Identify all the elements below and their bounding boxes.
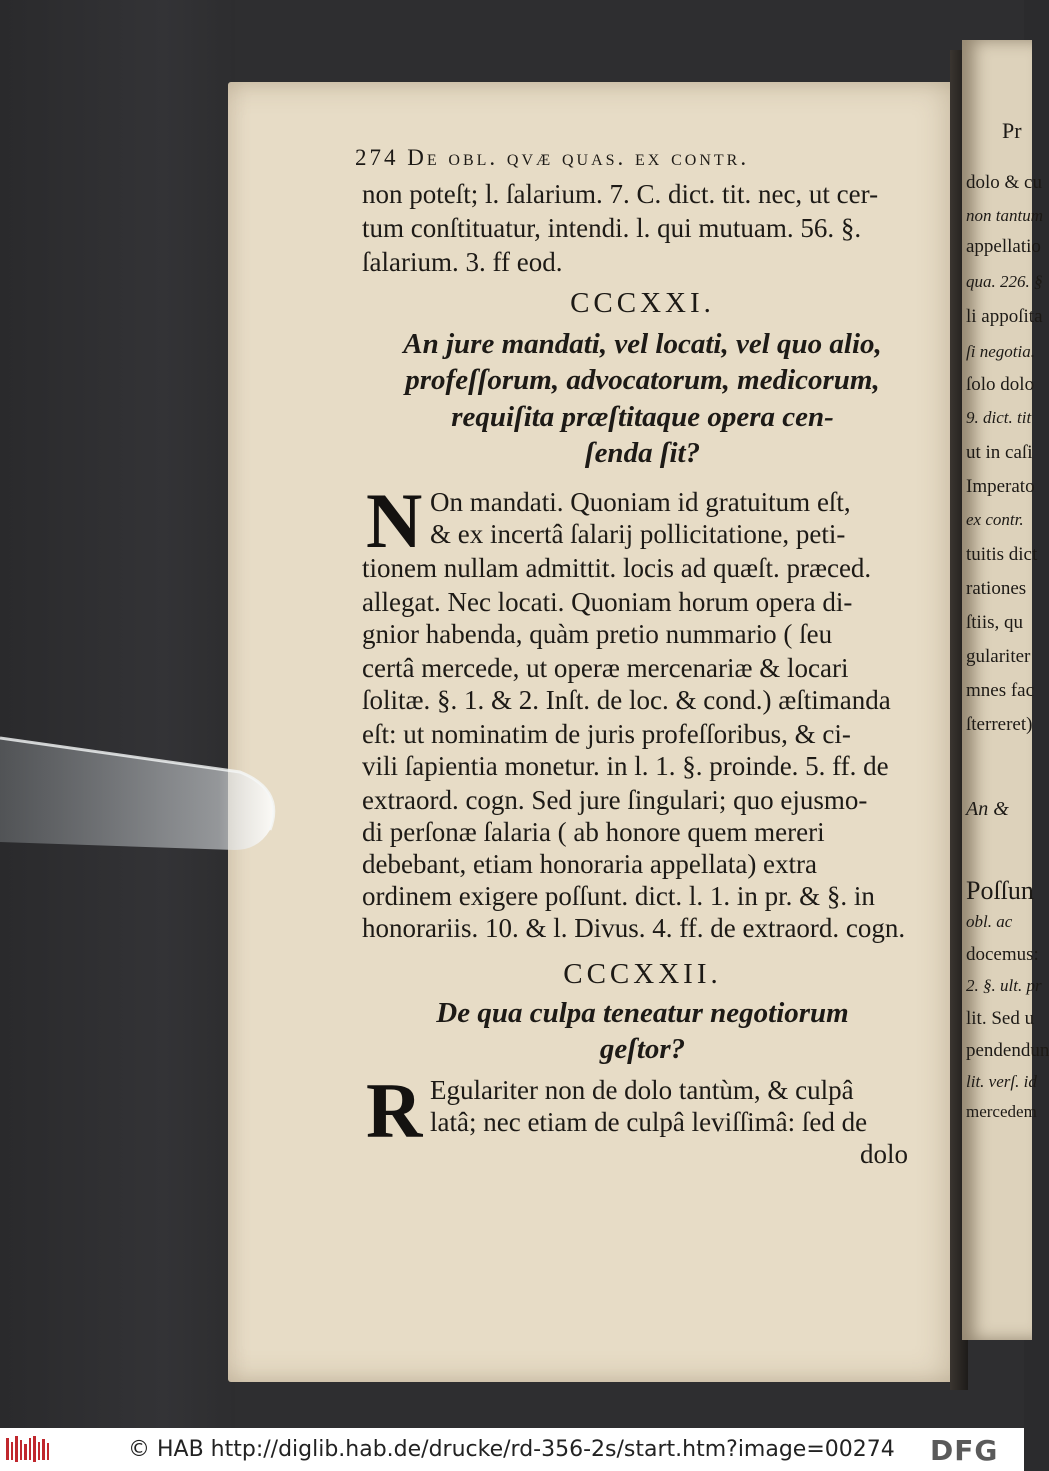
question-line: De qua culpa teneatur negotiorum bbox=[436, 997, 849, 1029]
text-line: ordinem exigere poſſunt. dict. l. 1. in pr. & §. in bbox=[362, 881, 875, 911]
text-line: gnior habenda, quàm pretio nummario ( ſeu bbox=[362, 619, 833, 649]
fragment-line: pendendun bbox=[966, 1040, 1049, 1061]
fragment-line: li appoſita bbox=[966, 306, 1043, 327]
drop-cap: R bbox=[366, 1067, 423, 1154]
fragment-line: ex contr. bbox=[966, 510, 1024, 529]
fragment-line: qua. 226. § bbox=[966, 272, 1043, 291]
text-line: tionem nullam admittit. locis ad quæſt. præced. bbox=[362, 553, 872, 583]
fragment-line: non tantum bbox=[966, 206, 1043, 225]
fragment-line: rationes bbox=[966, 578, 1027, 599]
fragment-line: ſtiis, qu bbox=[966, 612, 1024, 633]
fragment-line: 9. dict. tit bbox=[966, 408, 1032, 427]
fragment-line: lit. Sed u bbox=[966, 1008, 1035, 1029]
fragment-line: dolo & cu bbox=[966, 172, 1042, 193]
text-line: eſt: ut nominatim de juris profeſſoribus, & ci- bbox=[362, 719, 851, 749]
text-line: ſalarium. 3. ff eod. bbox=[362, 247, 563, 277]
text-line: di perſonæ ſalaria ( ab honore quem mereri bbox=[362, 817, 825, 847]
fragment-line: appellatio bbox=[966, 236, 1041, 257]
text-line: Egulariter non de dolo tantùm, & culpâ bbox=[430, 1075, 854, 1105]
fragment-line: ſi negotia. bbox=[966, 342, 1035, 361]
fragment-line: obl. ac bbox=[966, 912, 1013, 931]
fragment-line: ut in caſi bbox=[966, 442, 1033, 463]
question-line: requiſita præſtitaque opera cen- bbox=[451, 401, 834, 433]
text-line: extraord. cogn. Sed jure ſingulari; quo ejusmo- bbox=[362, 785, 868, 815]
footer-bar bbox=[0, 1428, 1024, 1471]
fragment-line: An & bbox=[966, 798, 1009, 820]
question-line: geſtor? bbox=[599, 1033, 686, 1065]
text-line: allegat. Nec locati. Quoniam horum opera di- bbox=[362, 587, 853, 617]
dark-backdrop bbox=[0, 0, 235, 1428]
fragment-line: Pr bbox=[1002, 118, 1022, 143]
section-numeral: CCCXXI. bbox=[570, 287, 715, 319]
right-page-fragment bbox=[962, 40, 1049, 1340]
fragment-line: Poſſun bbox=[966, 876, 1034, 905]
dfg-logo: DFG bbox=[930, 1434, 999, 1467]
text-line: tum conſtituatur, intendi. l. qui mutuam. 56. §. bbox=[362, 213, 862, 243]
fragment-line: gulariter bbox=[966, 646, 1031, 667]
text-line: latâ; nec etiam de culpâ leviſſimâ: ſed de bbox=[430, 1107, 868, 1137]
drop-cap: N bbox=[366, 477, 423, 564]
fragment-line: lit. verſ. id bbox=[966, 1072, 1037, 1091]
fragment-line: Imperato bbox=[966, 476, 1035, 497]
fragment-line: tuitis dict bbox=[966, 544, 1038, 565]
question-line: profeſſorum, advocatorum, medicorum, bbox=[405, 364, 880, 396]
fragment-line: mnes fac bbox=[966, 680, 1035, 701]
section-numeral: CCCXXII. bbox=[563, 958, 722, 990]
fragment-line: ſterreret) bbox=[966, 714, 1033, 735]
glass-clip-shape bbox=[0, 730, 290, 880]
fragment-line: mercedem bbox=[966, 1102, 1037, 1121]
question-line: ſenda ſit? bbox=[584, 437, 701, 469]
text-line: non poteſt; l. ſalarium. 7. C. dict. tit. nec, ut cer- bbox=[362, 179, 879, 209]
text-line: & ex incertâ ſalarij pollicitatione, peti- bbox=[430, 519, 846, 549]
text-line: debebant, etiam honoraria appellata) extra bbox=[362, 849, 818, 879]
text-line: certâ mercede, ut operæ mercenariæ & locari bbox=[362, 653, 849, 683]
barcode-logo-icon bbox=[6, 1436, 50, 1462]
text-line: honorariis. 10. & l. Divus. 4. ff. de extraord. cogn. bbox=[362, 913, 906, 943]
fragment-line: 2. §. ult. pr bbox=[966, 976, 1042, 995]
text-line: On mandati. Quoniam id gratuitum eſt, bbox=[430, 487, 851, 517]
question-line: An jure mandati, vel locati, vel quo alio, bbox=[403, 328, 882, 360]
text-line: vili ſapientia monetur. in l. 1. §. proinde. 5. ff. de bbox=[362, 751, 889, 781]
fragment-line: ſolo dolo bbox=[966, 374, 1035, 395]
text-line: ſolitæ. §. 1. & 2. Inſt. de loc. & cond.) æſtimanda bbox=[362, 685, 891, 715]
running-header: 274 De obl. qvæ quas. ex contr. bbox=[355, 145, 750, 170]
catchword: dolo bbox=[860, 1139, 909, 1169]
fragment-line: docemus: bbox=[966, 944, 1039, 965]
source-credit-link[interactable]: © HAB http://diglib.hab.de/drucke/rd-356-2s/start.htm?image=00274 bbox=[128, 1437, 895, 1462]
